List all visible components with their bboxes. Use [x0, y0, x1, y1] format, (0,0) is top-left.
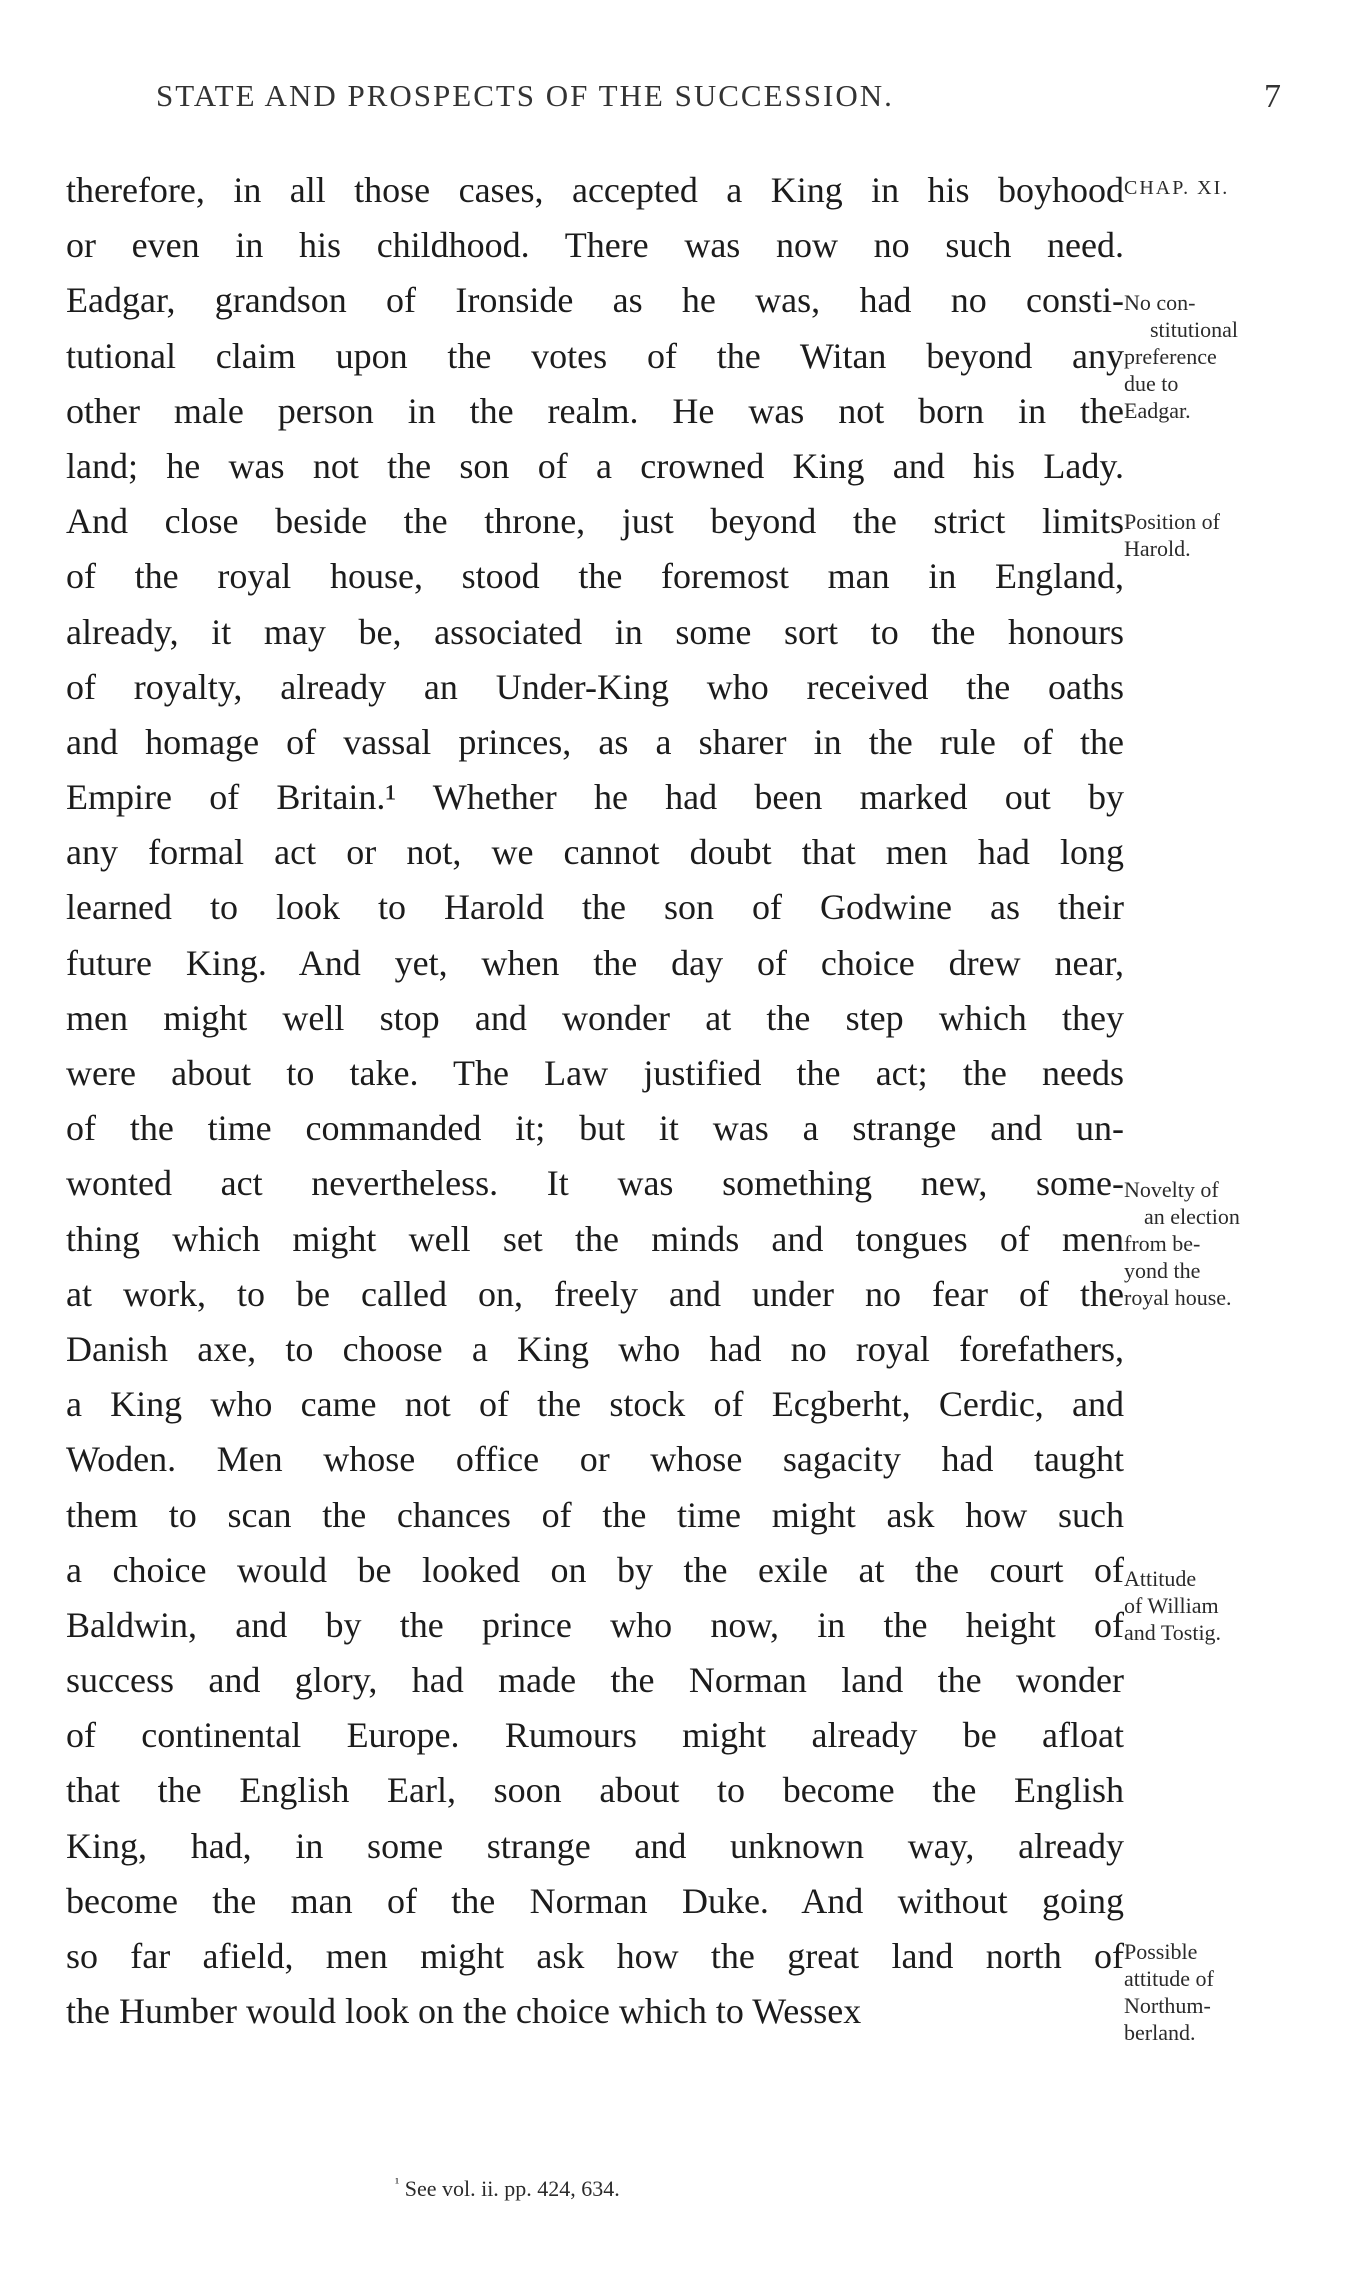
text-line: of continental Europe. Rumours might already be afloat — [66, 1715, 1124, 1756]
margin-note-possible — [1124, 1938, 1289, 2046]
footnote-text: See vol. ii. pp. 424, 634. — [404, 2176, 620, 2201]
page-number: 7 — [1264, 78, 1281, 115]
margin-note-line: an election — [1144, 1204, 1240, 1229]
text-line: success and glory, had made the Norman land the wonder — [66, 1660, 1124, 1701]
body-text — [66, 163, 1124, 2039]
margin-note-line: preference — [1124, 344, 1217, 369]
margin-note-line: Novelty of — [1124, 1177, 1219, 1202]
margin-note-position-harold — [1124, 508, 1289, 562]
text-line: Baldwin, and by the prince who now, in the height of — [66, 1604, 1124, 1645]
text-line: and homage of vassal princes, as a sharer in the rule of the — [66, 721, 1124, 762]
margin-note-line: Attitude — [1124, 1566, 1197, 1591]
text-line: already, it may be, associated in some sort to the honours — [66, 611, 1124, 652]
margin-note-line: berland. — [1124, 2020, 1196, 2045]
text-line: that the English Earl, soon about to become the English — [66, 1770, 1124, 1811]
margin-note-line: and Tostig. — [1124, 1620, 1222, 1645]
text-line: of royalty, already an Under-King who received the oaths — [66, 666, 1124, 707]
text-line: become the man of the Norman Duke. And without going — [66, 1880, 1124, 1921]
margin-note-line: Position of — [1124, 509, 1220, 534]
text-line: Empire of Britain.¹ Whether he had been marked out by — [66, 777, 1124, 818]
text-line: a King who came not of the stock of Ecgberht, Cerdic, and — [66, 1384, 1124, 1425]
text-line: at work, to be called on, freely and under no fear of the — [66, 1273, 1124, 1314]
margin-note-line: Eadgar. — [1124, 398, 1191, 423]
margin-note-line: Possible — [1124, 1939, 1198, 1964]
margin-note-line: yond the — [1124, 1258, 1201, 1283]
margin-note-line: from be- — [1124, 1231, 1201, 1256]
text-line: And close beside the throne, just beyond the strict limits — [66, 501, 1124, 542]
text-line: or even in his childhood. There was now no such need. — [66, 225, 1124, 266]
margin-note-novelty — [1124, 1176, 1289, 1311]
text-line: any formal act or not, we cannot doubt that men had long — [66, 832, 1124, 873]
footnote-mark: ¹ — [395, 2176, 400, 2192]
text-line: other male person in the realm. He was not born in the — [66, 390, 1124, 431]
margin-note-line: Northum- — [1124, 1993, 1211, 2018]
text-line: of the time commanded it; but it was a strange and un- — [66, 1108, 1124, 1149]
margin-note-chapter — [1124, 175, 1289, 202]
text-line: wonted act nevertheless. It was something new, some- — [66, 1163, 1124, 1204]
text-line: of the royal house, stood the foremost man in England, — [66, 556, 1124, 597]
text-line: thing which might well set the minds and tongues of men — [66, 1218, 1124, 1259]
text-line: Eadgar, grandson of Ironside as he was, had no consti- — [66, 280, 1124, 321]
text-line: them to scan the chances of the time might ask how such — [66, 1494, 1124, 1535]
margin-note-line: CHAP. XI. — [1124, 177, 1230, 199]
text-line: so far afield, men might ask how the great land north of — [66, 1936, 1124, 1976]
footnote — [395, 2176, 620, 2202]
margin-note-no-preference — [1124, 289, 1289, 424]
margin-note-line: Harold. — [1124, 536, 1191, 561]
text-line: therefore, in all those cases, accepted a King in his boyhood — [66, 170, 1124, 210]
text-line: land; he was not the son of a crowned King and his Lady. — [66, 445, 1124, 486]
margin-note-attitude — [1124, 1565, 1289, 1646]
margin-note-line: stitutional — [1150, 317, 1238, 342]
text-line: Danish axe, to choose a King who had no royal forefathers, — [66, 1328, 1124, 1369]
margin-note-line: royal house. — [1124, 1285, 1232, 1310]
text-line: future King. And yet, when the day of choice drew near, — [66, 942, 1124, 983]
text-line: Woden. Men whose office or whose sagacity had taught — [66, 1439, 1124, 1480]
text-line: tutional claim upon the votes of the Witan beyond any — [66, 335, 1124, 376]
text-line: the Humber would look on the choice which to Wessex — [66, 1991, 862, 2032]
margin-note-line: of William — [1124, 1593, 1219, 1618]
running-head-title: STATE AND PROSPECTS OF THE SUCCESSION. — [156, 78, 894, 113]
text-line: were about to take. The Law justified the act; the needs — [66, 1053, 1124, 1093]
text-line: a choice would be looked on by the exile at the court of — [66, 1549, 1124, 1590]
text-line: King, had, in some strange and unknown way, already — [66, 1825, 1124, 1866]
margin-note-line: No con- — [1124, 290, 1196, 315]
running-head — [66, 78, 1281, 122]
text-line: men might well stop and wonder at the step which they — [66, 997, 1124, 1038]
margin-note-line: attitude of — [1124, 1966, 1214, 1991]
text-line: learned to look to Harold the son of Godwine as their — [66, 887, 1124, 928]
margin-note-line: due to — [1124, 371, 1179, 396]
